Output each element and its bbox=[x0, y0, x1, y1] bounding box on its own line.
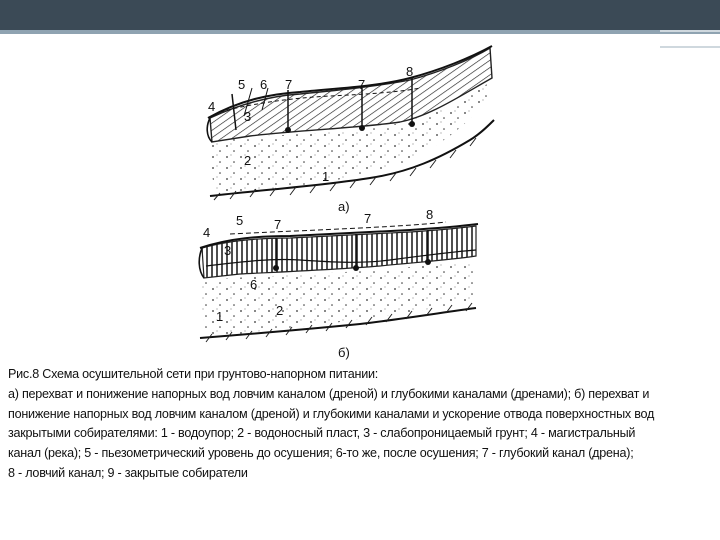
label-b-6: 6 bbox=[250, 277, 258, 292]
label-b-3: 3 bbox=[224, 243, 232, 258]
label-a-8: 8 bbox=[406, 64, 414, 79]
caption-line: понижение напорных вод ловчим каналом (дреной) и глубокими каналами и ускорение отвода поверхностных вод bbox=[8, 406, 655, 421]
label-b-8: 8 bbox=[426, 207, 434, 222]
caption-line: канал (река); 5 - пьезометрический уровень до осушения; 6-то же, после осушения; 7 - глубокий канал (дрена); bbox=[8, 446, 634, 461]
label-a-1: 1 bbox=[322, 169, 330, 184]
label-b-5: 5 bbox=[236, 213, 244, 228]
subfigure-b-label: б) bbox=[338, 345, 350, 360]
label-b-1: 1 bbox=[216, 309, 224, 324]
caption-line: Рис.8 Схема осушительной сети при грунтово-напорном питании: bbox=[8, 367, 379, 381]
label-a-7-first: 7 bbox=[285, 77, 293, 92]
figure-caption bbox=[8, 365, 714, 484]
label-a-6: 6 bbox=[260, 77, 268, 92]
label-b-4: 4 bbox=[203, 225, 211, 240]
caption-line: закрытыми собирателями: 1 - водоупор; 2 - водоносный пласт, 3 - слабопроницаемый грунт; 4 - магистральный bbox=[8, 426, 636, 441]
diagram-b bbox=[199, 222, 478, 342]
label-b-2: 2 bbox=[276, 303, 284, 318]
label-a-3: 3 bbox=[244, 109, 252, 124]
label-a-7-second: 7 bbox=[358, 77, 366, 92]
caption-line: 8 - ловчий канал; 9 - закрытые собиратели bbox=[8, 465, 248, 480]
label-a-5: 5 bbox=[238, 77, 246, 92]
subfigure-a-label: а) bbox=[338, 199, 350, 214]
caption-line: а) перехват и понижение напорных вод ловчим каналом (дреной) и глубокими каналами (дренами); б) перехват и bbox=[8, 386, 650, 401]
label-a-2: 2 bbox=[244, 153, 252, 168]
label-b-7-first: 7 bbox=[274, 217, 282, 232]
label-a-4: 4 bbox=[208, 99, 216, 114]
label-b-7-second: 7 bbox=[364, 211, 372, 226]
